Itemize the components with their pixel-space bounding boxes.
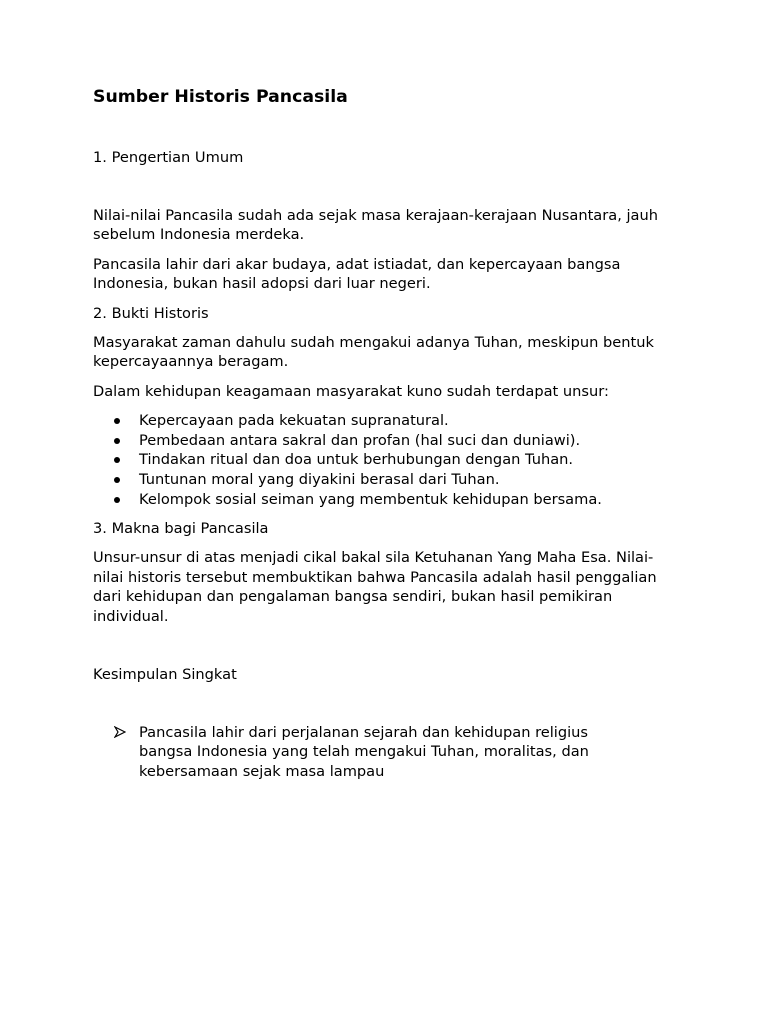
spacer xyxy=(93,509,668,519)
list-item xyxy=(93,723,629,782)
paragraph: Pancasila lahir dari akar budaya, adat istiadat, dan kepercayaan bangsa Indonesia, bukan hasil adopsi dari luar negeri. xyxy=(93,255,621,293)
section-heading-bukti-historis: 2. Bukti Historis xyxy=(93,304,209,322)
paragraph: Dalam kehidupan keagamaan masyarakat kuno sudah terdapat unsur: xyxy=(93,382,609,400)
paragraph: Nilai-nilai Pancasila sudah ada sejak masa kerajaan-kerajaan Nusantara, jauh sebelum Indonesia merdeka. xyxy=(93,206,658,244)
section-heading-pengertian-umum: 1. Pengertian Umum xyxy=(93,149,244,166)
list-item-text: Tuntunan moral yang diyakini berasal dari Tuhan. xyxy=(139,470,500,488)
list-item xyxy=(93,450,668,470)
spacer xyxy=(93,401,668,411)
list-item xyxy=(93,490,668,510)
list-item xyxy=(93,470,668,490)
document-page xyxy=(93,86,668,782)
spacer xyxy=(93,372,668,382)
conclusion-list xyxy=(93,723,668,782)
spacer xyxy=(93,168,668,206)
paragraph: Masyarakat zaman dahulu sudah mengakui adanya Tuhan, meskipun bentuk kepercayaannya beragam. xyxy=(93,333,654,371)
document-title: Sumber Historis Pancasila xyxy=(93,87,348,107)
spacer xyxy=(93,685,668,723)
arrowhead-icon xyxy=(114,726,126,738)
section-heading-makna-bagi-pancasila: 3. Makna bagi Pancasila xyxy=(93,519,269,537)
bullet-icon xyxy=(114,497,120,503)
bullet-icon xyxy=(114,438,120,444)
bullet-icon xyxy=(114,457,120,463)
paragraph: Unsur-unsur di atas menjadi cikal bakal sila Ketuhanan Yang Maha Esa. Nilai-nilai historis tersebut membuktikan bahwa Pancasila adalah hasil penggalian dari kehidupan dan pengalaman bangsa sendiri, bukan hasil pemikiran individual. xyxy=(93,549,657,626)
bullet-icon xyxy=(114,418,120,424)
spacer xyxy=(93,245,668,255)
list-item-text: Tindakan ritual dan doa untuk berhubungan dengan Tuhan. xyxy=(139,451,574,469)
list-item-text: Pancasila lahir dari perjalanan sejarah dan kehidupan religius bangsa Indonesia yang telah mengakui Tuhan, moralitas, dan kebersamaan sejak masa lampau xyxy=(139,723,589,780)
spacer xyxy=(93,108,668,148)
list-item-text: Kepercayaan pada kekuatan supranatural. xyxy=(139,411,449,429)
spacer xyxy=(93,539,668,549)
list-item xyxy=(93,431,668,451)
spacer xyxy=(93,323,668,333)
conclusion-heading: Kesimpulan Singkat xyxy=(93,665,237,683)
list-item-text: Kelompok sosial seiman yang membentuk kehidupan bersama. xyxy=(139,490,602,508)
list-item-text: Pembedaan antara sakral dan profan (hal suci dan duniawi). xyxy=(139,431,581,449)
spacer xyxy=(93,627,668,665)
spacer xyxy=(93,294,668,304)
bullet-list xyxy=(93,411,668,510)
bullet-icon xyxy=(114,477,120,483)
list-item xyxy=(93,411,668,431)
